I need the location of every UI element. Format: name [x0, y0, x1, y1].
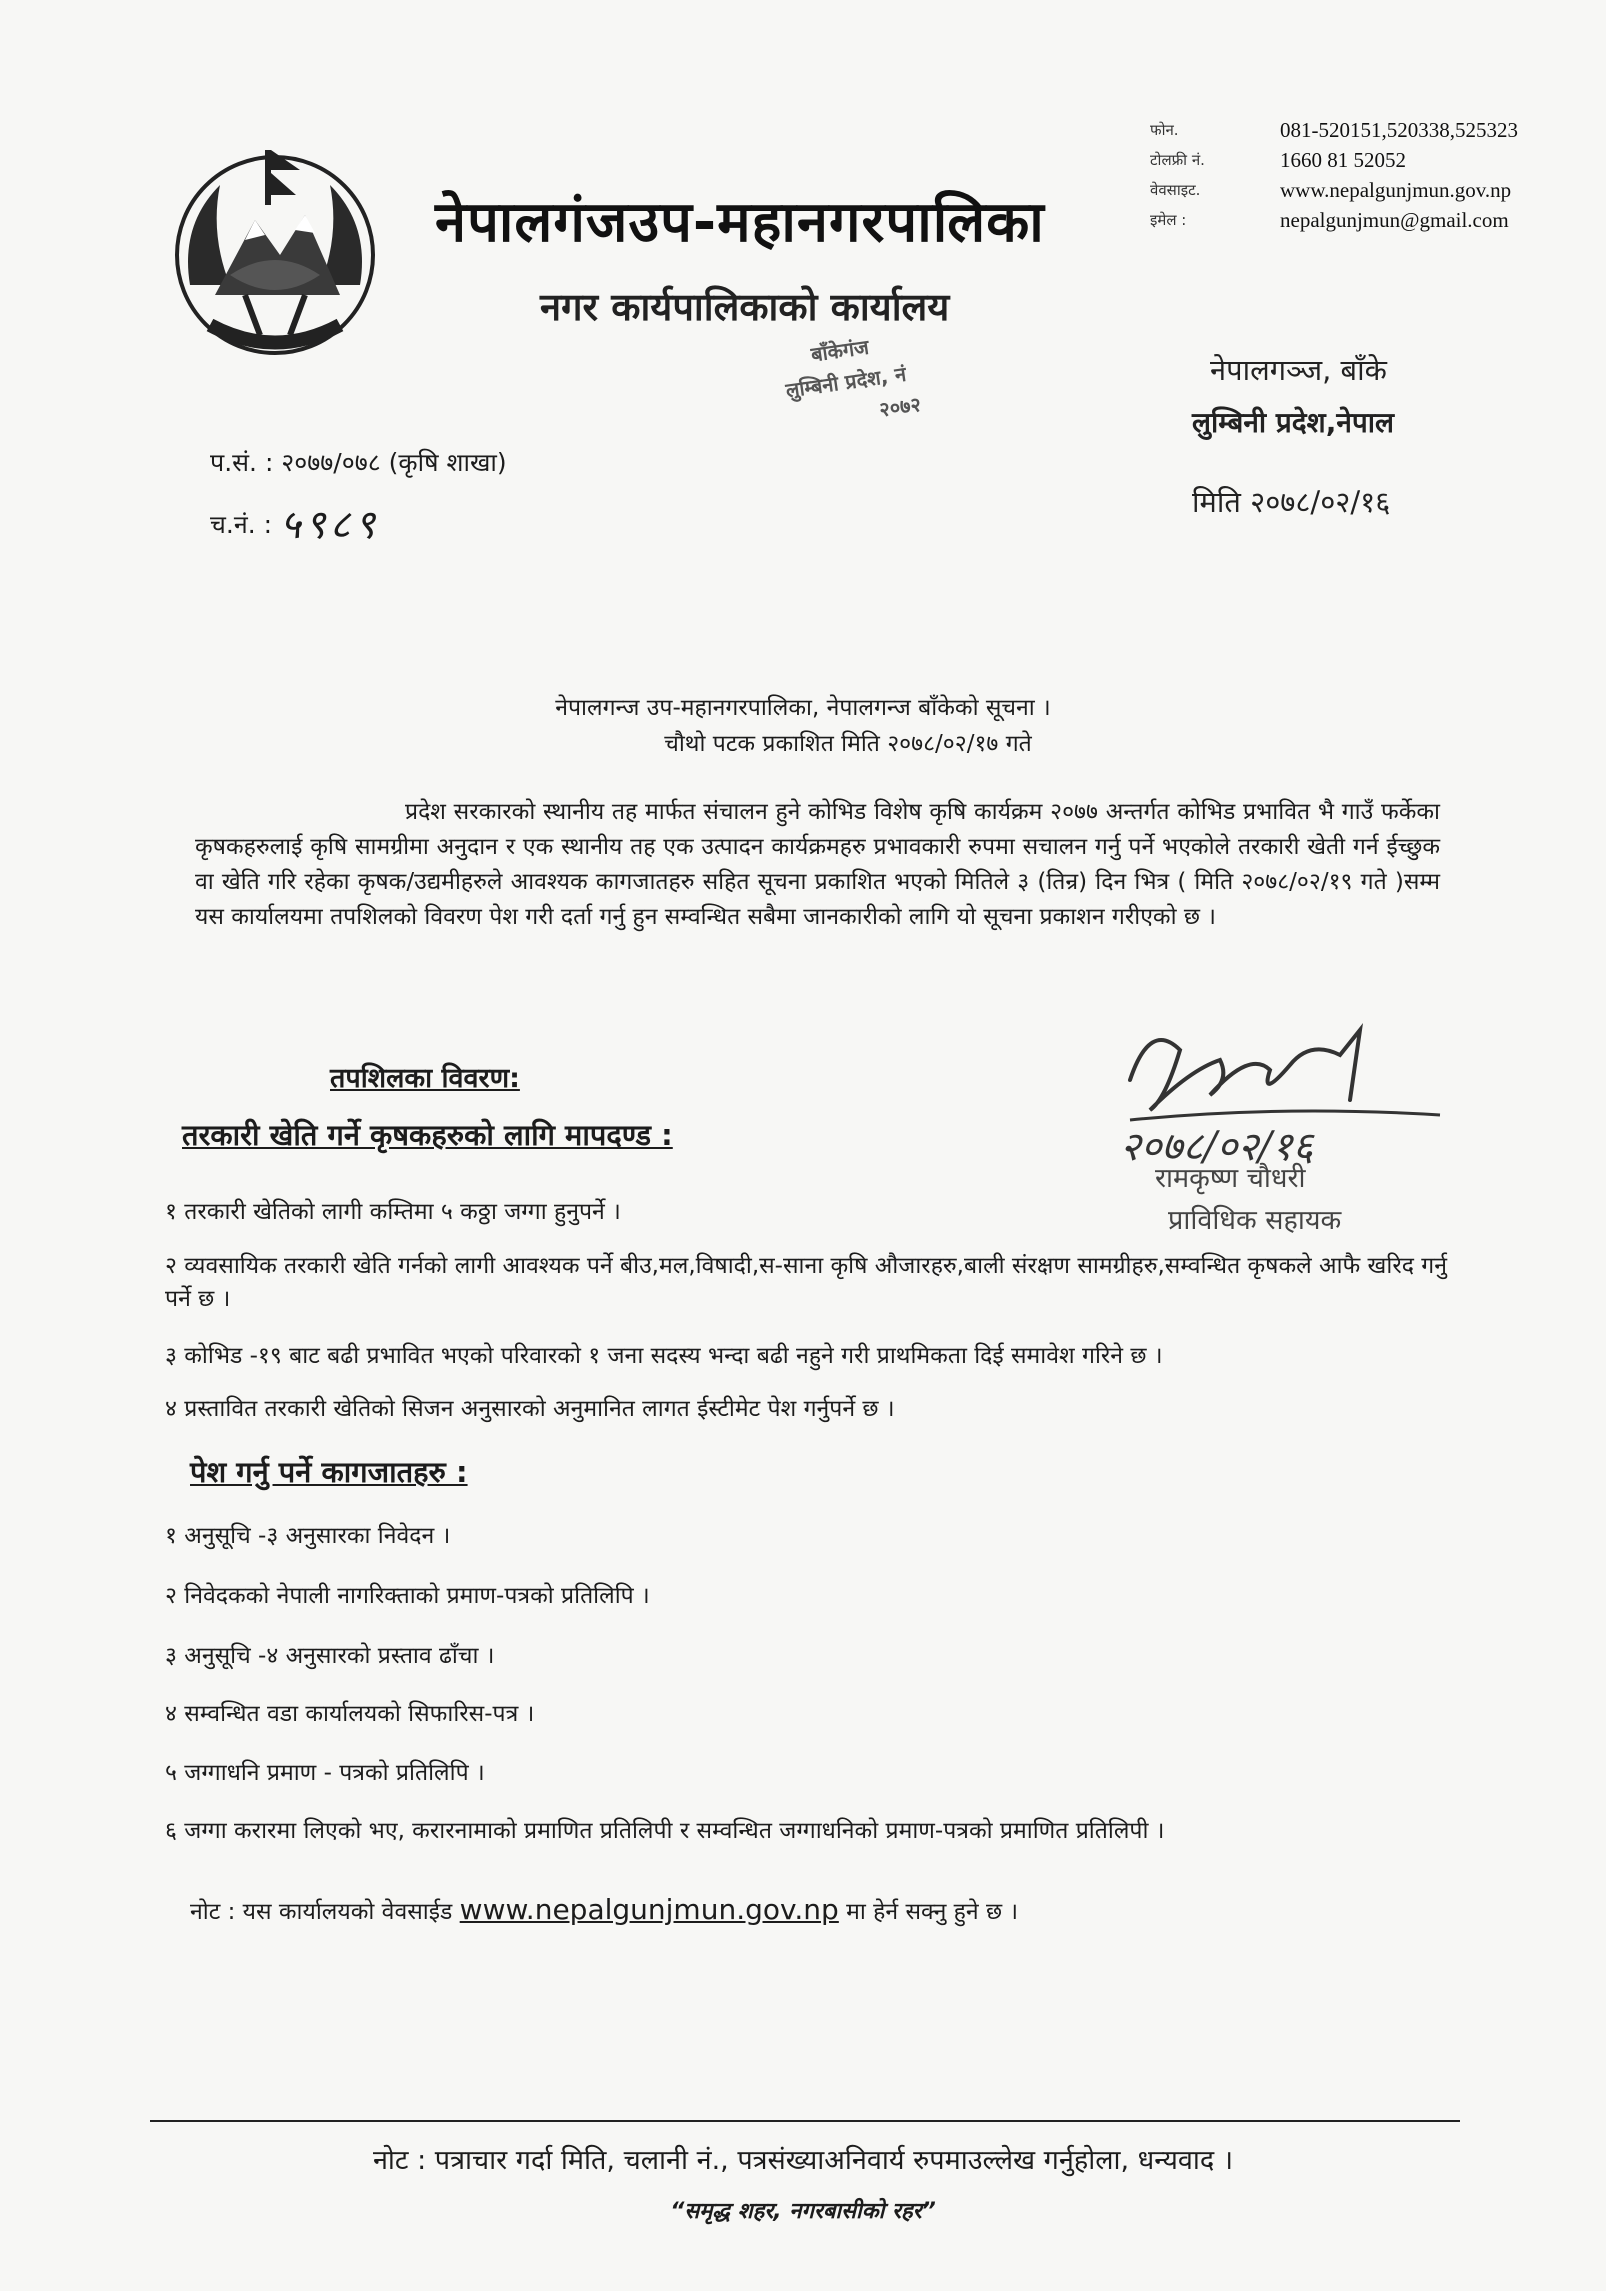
criteria-item [165, 1250, 1455, 1316]
website-note-prefix: नोट : यस कार्यालयको वेवसाईड [190, 1899, 453, 1925]
website-label: वेवसाइट. [1150, 181, 1201, 199]
stamp-line-3: २०७२ [877, 392, 923, 422]
criteria-item [165, 1393, 1455, 1426]
phone-label: फोन. [1150, 121, 1179, 139]
dispatch-number-row [210, 490, 380, 548]
website-row [1150, 175, 1570, 205]
footer-divider [150, 2120, 1460, 2122]
nepal-emblem-icon [150, 135, 400, 365]
stamp-line-1: बाँकेगंज [809, 334, 871, 367]
place-line-1: नेपालगञ्ज, बाँके [1210, 353, 1387, 387]
footer-note: नोट : पत्राचार गर्दा मिति, चलानी नं., पत्रसंख्याअनिवार्य रुपमाउल्लेख गर्नुहोला, धन्यवाद । [372, 2145, 1234, 2176]
notice-title-line-2: चौथो पटक प्रकाशित मिति २०७८/०२/१७ गते [664, 731, 1032, 757]
notice-body-text: प्रदेश सरकारको स्थानीय तह मार्फत संचालन हुने कोभिड विशेष कृषि कार्यक्रम २०७७ अन्तर्गत कोभिड प्रभावित भै गाउँ फर्केका कृषकहरुलाई कृषि सामग्रीमा अनुदान र एक स्थानीय तह एक उत्पादन कार्यक्रमहरु प्रभावकारी रुपमा सचालन गर्नु पर्ने भएकोले तरकारी खेती गर्न ईच्छुक वा खेति गरि रहेका कृषक/उद्यमीहरुले आवश्यक कागजातहरु सहित सूचना प्रकाशित भएको मितिले ३ (तिन्र) दिन भित्र ( मिति २०७८/०२/१९ गते )सम्म यस कार्यालयमा तपशिलको विवरण पेश गरी दर्ता गर्नु हुन सम्वन्धित सबैमा जानकारीको लागि यो सूचना प्रकाशन गरीएको छ । [195, 799, 1440, 930]
document-item-text: १ अनुसूचि -३ अनुसारका निवेदन । [165, 1523, 451, 1549]
document-item [165, 1520, 1455, 1553]
documents-heading: पेश गर्नु पर्ने कागजातहरु : [190, 1455, 468, 1489]
email-address: nepalgunjmun@gmail.com [1280, 207, 1509, 232]
dispatch-number: ५९८९ [279, 502, 380, 548]
tollfree-label: टोलफ्री नं. [1150, 151, 1205, 169]
signatory-name: रामकृष्ण चौधरी [1155, 1163, 1306, 1194]
letter-date: मिति २०७८/०२/१६ [1192, 485, 1391, 519]
notice-body [195, 795, 1440, 935]
document-item-text: ३ अनुसूचि -४ अनुसारको प्रस्ताव ढाँचा । [165, 1643, 495, 1669]
criteria-item-text: ३ कोभिड -१९ बाट बढी प्रभावित भएको परिवारको १ जना सदस्य भन्दा बढी नहुने गरी प्राथमिकता दिई समावेश गरिने छ । [165, 1343, 1163, 1369]
reference-number: प.सं. : २०७७/०७८ (कृषि शाखा) [210, 448, 507, 477]
document-item [165, 1698, 1455, 1731]
tollfree-number: 1660 81 52052 [1280, 147, 1406, 172]
notice-title [0, 690, 1606, 762]
document-item-text: २ निवेदकको नेपाली नागरिक्ताको प्रमाण-पत्रको प्रतिलिपि । [165, 1583, 650, 1609]
document-item-text: ६ जग्गा करारमा लिएको भए, करारनामाको प्रमाणित प्रतिलिपी र सम्वन्धित जग्गाधनिको प्रमाण-पत्रको प्रमाणित प्रतिलिपी । [165, 1818, 1165, 1844]
website-note-link[interactable]: www.nepalgunjmun.gov.np [459, 1893, 839, 1926]
office-subtitle: नगर कार्यपालिकाको कार्यालय [540, 285, 950, 329]
criteria-item-text: २ व्यवसायिक तरकारी खेति गर्नको लागी आवश्यक पर्ने बीउ,मल,विषादी,स-साना कृषि औजारहरु,बाली संरक्षण सामग्रीहरु,सम्वन्धित कृषकले आफै खरिद गर्नु पर्ने छ । [165, 1253, 1447, 1312]
notice-title-line-1: नेपालगन्ज उप-महानगरपालिका, नेपालगन्ज बाँकेको सूचना । [555, 695, 1051, 721]
contact-block [1150, 115, 1570, 235]
footer-slogan: “समृद्ध शहर, नगरबासीको रहर” [670, 2199, 936, 2224]
email-label: इमेल : [1150, 211, 1187, 229]
signature-date: २०७८/०२/१६ [1120, 1124, 1314, 1170]
website-note-suffix: मा हेर्न सक्नु हुने छ । [846, 1899, 1019, 1925]
stamp-line-2: लुम्बिनी प्रदेश, नं [784, 361, 908, 403]
tollfree-row [1150, 145, 1570, 175]
document-item [165, 1640, 1455, 1673]
signatory-title: प्राविधिक सहायक [1168, 1205, 1342, 1236]
criteria-item [165, 1196, 1455, 1229]
office-name: नेपालगंजउप-महानगरपालिका [435, 190, 1045, 255]
document-item-text: ५ जग्गाधनि प्रमाण - पत्रको प्रतिलिपि । [165, 1760, 485, 1786]
criteria-item-text: १ तरकारी खेतिको लागी कम्तिमा ५ कठ्ठा जग्गा हुनुपर्ने । [165, 1199, 621, 1225]
criteria-heading: तरकारी खेति गर्ने कृषकहरुको लागि मापदण्ड : [182, 1118, 673, 1152]
email-row [1150, 205, 1570, 235]
phone-number: 081-520151,520338,525323 [1280, 117, 1518, 142]
website-note [190, 1893, 1018, 1926]
criteria-item [165, 1340, 1455, 1373]
place-line-2: लुम्बिनी प्रदेश,नेपाल [1192, 406, 1395, 439]
website-url: www.nepalgunjmun.gov.np [1280, 177, 1512, 202]
dispatch-label: च.नं. : [210, 510, 273, 539]
details-heading: तपशिलका विवरण: [330, 1063, 520, 1094]
document-item [165, 1815, 1455, 1848]
document-item-text: ४ सम्वन्धित वडा कार्यालयको सिफारिस-पत्र । [165, 1701, 535, 1727]
document-item [165, 1580, 1455, 1613]
office-stamp [764, 316, 985, 440]
phone-row [1150, 115, 1570, 145]
document-item [165, 1757, 1455, 1790]
criteria-item-text: ४ प्रस्तावित तरकारी खेतिको सिजन अनुसारको अनुमानित लागत ईस्टीमेट पेश गर्नुपर्ने छ । [165, 1396, 895, 1422]
